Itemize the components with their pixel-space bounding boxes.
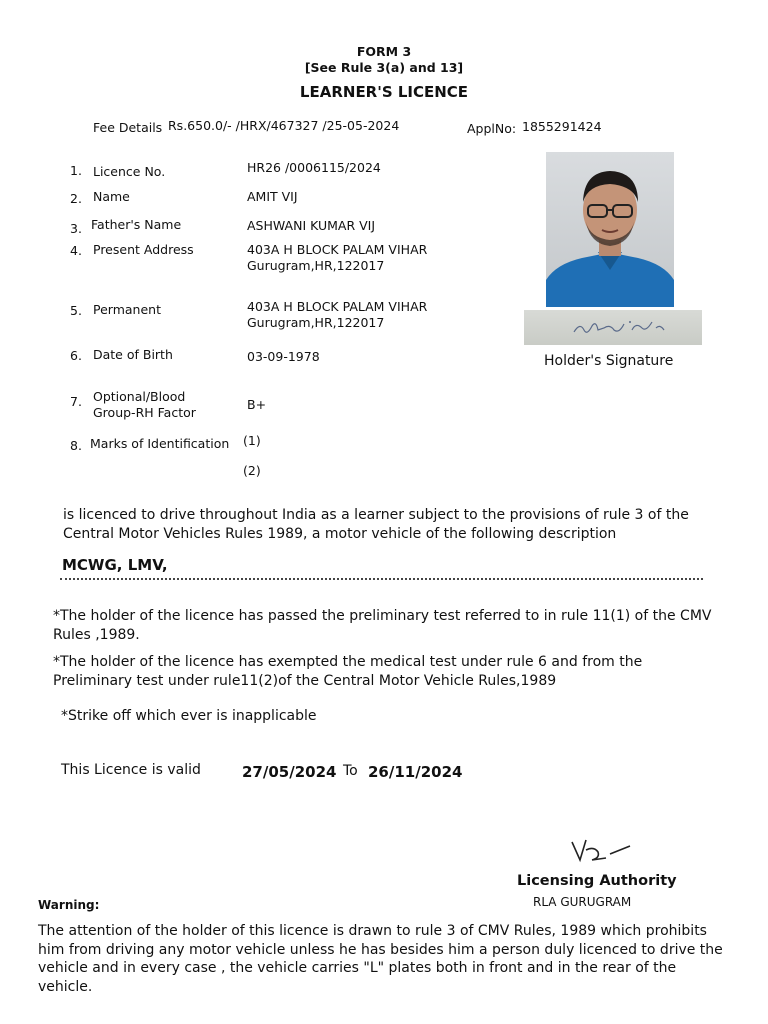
field-number: 1. xyxy=(70,163,82,178)
field-label-blood-group-line1: Optional/Blood xyxy=(93,389,186,404)
field-value-licence-no: HR26 /0006115/2024 xyxy=(247,160,381,175)
field-value-fathers-name: ASHWANI KUMAR VIJ xyxy=(247,218,376,233)
field-number: 2. xyxy=(70,191,82,206)
fee-label: Fee Details xyxy=(93,120,163,135)
page-title: LEARNER'S LICENCE xyxy=(299,83,469,101)
licensing-authority-office: RLA GURUGRAM xyxy=(533,895,632,909)
valid-from-date: 27/05/2024 xyxy=(242,763,337,781)
field-number: 3. xyxy=(70,221,82,236)
field-value-name: AMIT VIJ xyxy=(247,189,298,204)
field-value-mark-2: (2) xyxy=(243,463,261,478)
warning-text: The attention of the holder of this licence is drawn to rule 3 of CMV Rules, 1989 which prohibits him from driving any motor vehicle unless he has besides him a person duly licenced to drive the vehicle and in every case , the vehicle carries "L" plates both in front and in the rear of the vehicle. xyxy=(38,923,723,995)
field-label-fathers-name: Father's Name xyxy=(91,217,182,232)
validity-to-label: To xyxy=(343,763,358,779)
holder-signature-box xyxy=(524,310,702,345)
dotted-divider xyxy=(60,578,703,580)
medical-exemption-note: *The holder of the licence has exempted the medical test under rule 6 and from the Preliminary test under rule11(2)of the Central Motor Vehicle Rules,1989 xyxy=(53,654,643,689)
field-label-blood-group-line2: Group-RH Factor xyxy=(93,405,196,420)
field-number: 7. xyxy=(70,394,82,409)
appl-label: ApplNo: xyxy=(467,121,517,136)
fee-value: Rs.650.0/- /HRX/467327 /25-05-2024 xyxy=(168,118,400,133)
field-value-date-of-birth: 03-09-1978 xyxy=(247,349,320,364)
field-label-present-address: Present Address xyxy=(93,242,194,257)
field-value-permanent-address-line2: Gurugram,HR,122017 xyxy=(247,315,385,330)
field-label-licence-no: Licence No. xyxy=(93,164,166,179)
field-value-blood-group: B+ xyxy=(247,397,267,412)
field-number: 5. xyxy=(70,303,82,318)
appl-value: 1855291424 xyxy=(522,119,602,134)
authority-signature-icon xyxy=(566,832,636,868)
valid-to-date: 26/11/2024 xyxy=(368,763,463,781)
rule-reference: [See Rule 3(a) and 13] xyxy=(304,60,464,75)
licence-description: is licenced to drive throughout India as a learner subject to the provisions of rule 3 of the Central Motor Vehicles Rules 1989, a motor vehicle of the following description xyxy=(63,507,689,542)
field-label-date-of-birth: Date of Birth xyxy=(93,347,173,362)
field-number: 6. xyxy=(70,348,82,363)
vehicle-classes: MCWG, LMV, xyxy=(62,556,168,574)
preliminary-test-note: *The holder of the licence has passed the preliminary test referred to in rule 11(1) of the CMV Rules ,1989. xyxy=(53,608,712,643)
field-number: 4. xyxy=(70,243,82,258)
field-value-mark-1: (1) xyxy=(243,433,261,448)
holder-signature-icon xyxy=(524,310,702,345)
validity-label: This Licence is valid xyxy=(61,762,201,778)
field-label-marks-of-identification: Marks of Identification xyxy=(90,436,230,451)
field-value-present-address-line1: 403A H BLOCK PALAM VIHAR xyxy=(247,242,428,257)
field-label-name: Name xyxy=(93,189,130,204)
holder-signature-label: Holder's Signature xyxy=(544,353,674,369)
field-value-present-address-line2: Gurugram,HR,122017 xyxy=(247,258,385,273)
warning-label: Warning: xyxy=(38,898,100,912)
field-number: 8. xyxy=(70,438,82,453)
person-photo-icon xyxy=(546,152,674,307)
field-value-permanent-address-line1: 403A H BLOCK PALAM VIHAR xyxy=(247,299,428,314)
licensing-authority-title: Licensing Authority xyxy=(517,873,677,889)
form-number: FORM 3 xyxy=(356,44,412,59)
strike-off-note: *Strike off which ever is inapplicable xyxy=(61,708,317,724)
field-label-permanent-address: Permanent xyxy=(93,302,161,317)
holder-photo xyxy=(546,152,674,307)
